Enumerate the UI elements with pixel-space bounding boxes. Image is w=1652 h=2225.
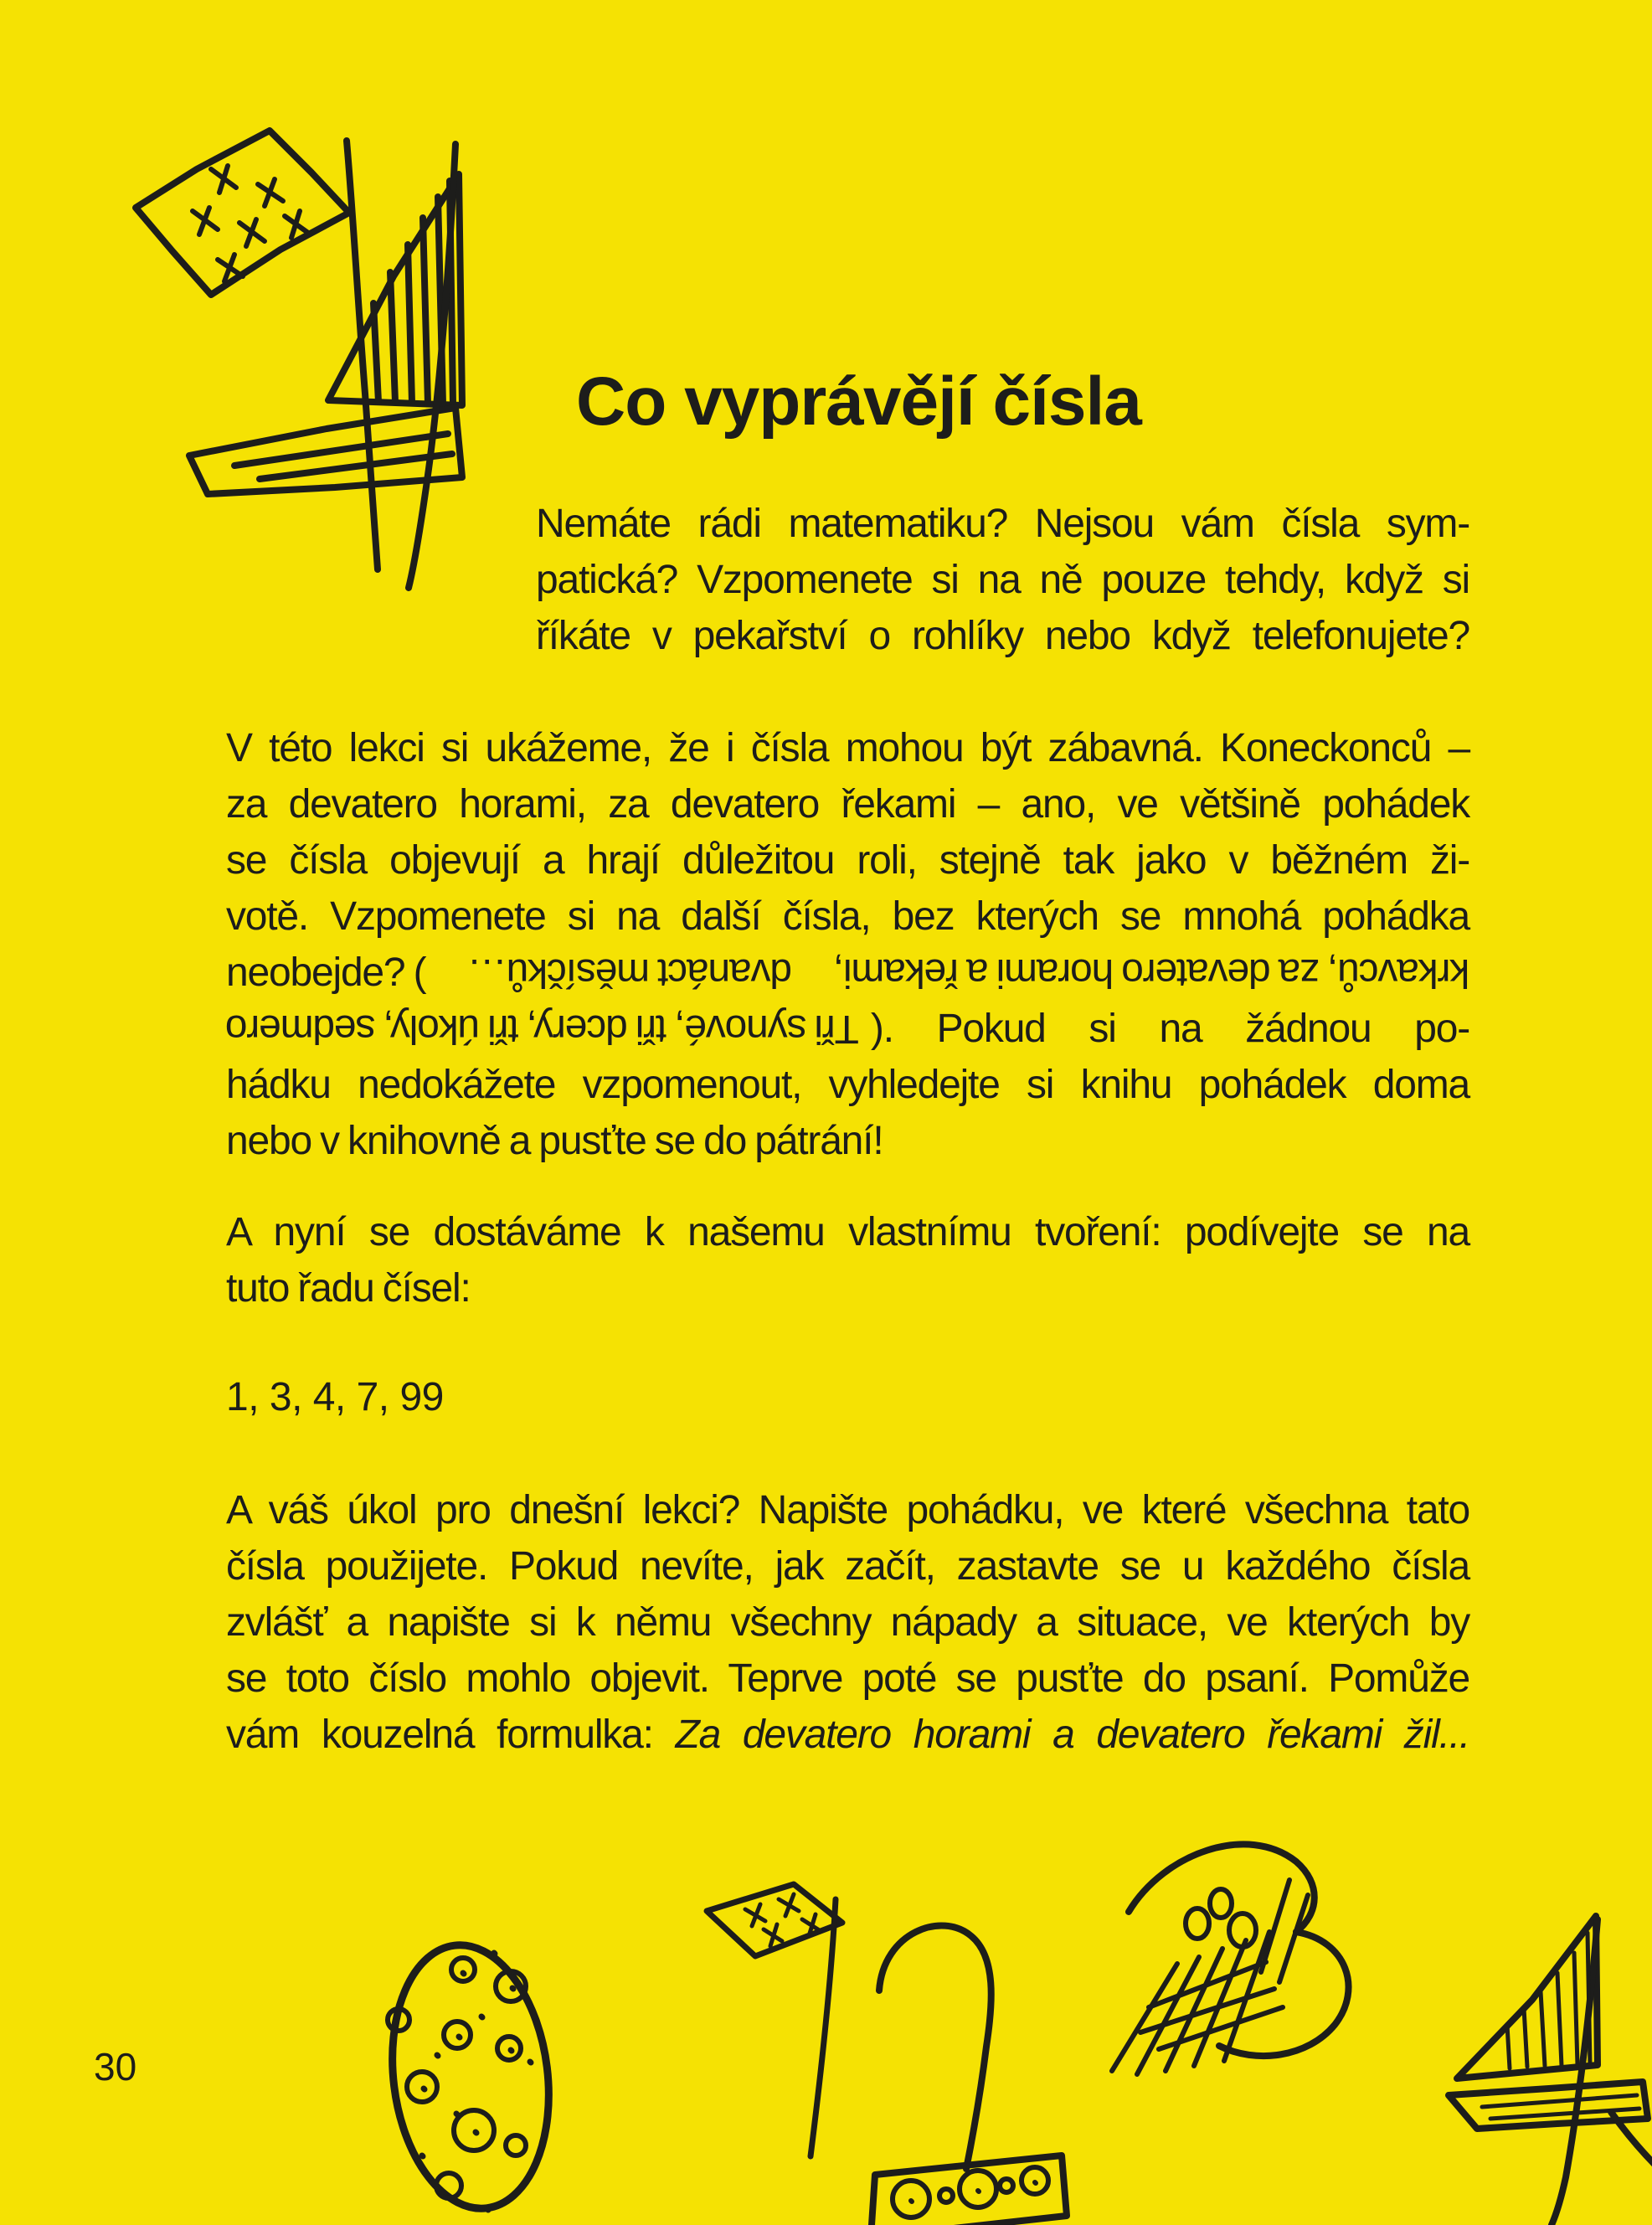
text-line: hádku nedokážete vzpomenout, vyhledejte si knihu pohádek doma: [226, 1063, 1469, 1107]
lead-in-paragraph: [226, 1204, 1469, 1316]
text-line: V této lekci si ukážeme, že i čísla mohou být zábavná. Koneckonců –: [226, 726, 1469, 770]
text-segment: neobejde? (: [226, 950, 426, 995]
text-line: říkáte v pekařství o rohlíky nebo když telefonujete?: [536, 614, 1469, 658]
hand-drawn-two-drawing: [862, 1911, 1080, 2225]
hand-drawn-three-drawing: [1097, 1830, 1373, 2081]
page-number: 30: [94, 2045, 137, 2089]
text-line-with-upside-down-text: [226, 945, 1469, 1001]
page-title: Co vyprávějí čísla: [576, 363, 1141, 440]
upside-down-text: dvanáct měsíčků…: [467, 950, 792, 995]
text-line: za devatero horami, za devatero řekami – ano, ve většině pohádek: [226, 782, 1469, 827]
text-line-with-upside-down-text: [226, 1001, 1469, 1057]
text-line: se toto číslo mohlo objevit. Teprve poté se pusťte do psaní. Pomůže: [226, 1656, 1469, 1701]
upside-down-text: Tři synové, tři dcery, tři úkoly, sedmero: [226, 1007, 859, 1051]
upside-down-text: krkavců, za devatero horami a řekami,: [833, 950, 1469, 995]
hand-drawn-four-drawing: [1423, 1901, 1652, 2225]
text-segment: vám kouzelná formulka:: [226, 1713, 676, 1757]
hand-drawn-14-drawing: [117, 117, 511, 603]
intro-paragraph: [536, 496, 1469, 664]
text-line: tuto řadu čísel:: [226, 1266, 471, 1311]
text-line: A váš úkol pro dnešní lekci? Napište pohádku, ve které všechna tato: [226, 1488, 1469, 1532]
task-paragraph: [226, 1482, 1469, 1763]
text-line: nebo v knihovně a pusťte se do pátrání!: [226, 1119, 883, 1163]
text-line: se čísla objevují a hrají důležitou roli, stejně tak jako v běžném ži-: [226, 838, 1469, 883]
text-line: votě. Vzpomenete si na další čísla, bez kterých se mnohá pohádka: [226, 894, 1469, 939]
text-line: A nyní se dostáváme k našemu vlastnímu tvoření: podívejte se na: [226, 1210, 1469, 1254]
hand-drawn-zero-drawing: [377, 1936, 569, 2221]
number-sequence: 1, 3, 4, 7, 99: [226, 1375, 444, 1419]
text-line: čísla použijete. Pokud nevíte, jak začít, zastavte se u každého čísla: [226, 1544, 1469, 1589]
text-line: [226, 1707, 1469, 1763]
text-line: patická? Vzpomenete si na ně pouze tehdy, když si: [536, 558, 1469, 602]
body-paragraph: [226, 720, 1469, 1169]
text-line: Nemáte rádi matematiku? Nejsou vám čísla sym-: [536, 502, 1469, 546]
hand-drawn-one-drawing: [687, 1876, 862, 2169]
text-line: zvlášť a napište si k němu všechny nápady a situace, ve kterých by: [226, 1600, 1469, 1645]
magic-formula-italic: Za devatero horami a devatero řekami žil...: [675, 1713, 1469, 1757]
text-segment: ). Pokud si na žádnou po-: [870, 1007, 1469, 1051]
